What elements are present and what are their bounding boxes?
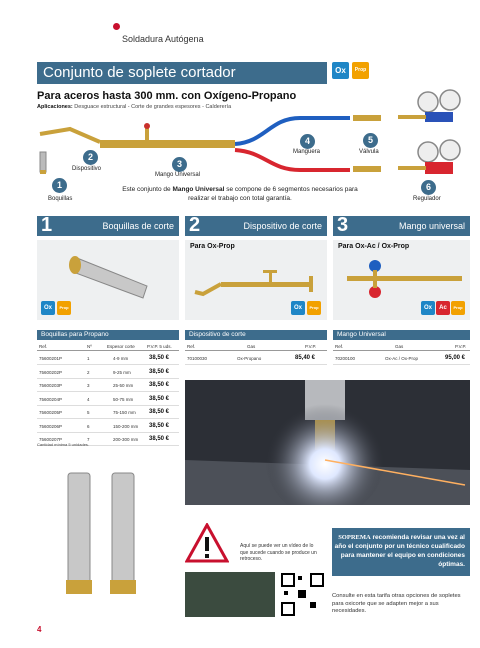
cell-ref: 75600202P [39,369,63,375]
cell-num: 6 [87,423,90,429]
box2-badge-ox: Ox [291,301,305,315]
callout-3: 3 [172,157,187,172]
cell-price: 38,50 € [149,409,170,415]
warning-icon [185,523,229,563]
table-dispositivo-header [185,342,327,351]
th-ref: Ref. [335,344,344,349]
description-pre: Este conjunto de [122,186,173,193]
table-footnote: Cantidad mínima 5 unidades. [37,442,90,447]
section-2-label: Dispositivo de corte [243,221,322,231]
th-gas: Gas [247,344,256,349]
cell-num: 4 [87,396,90,402]
cell-price: 38,50 € [149,368,170,375]
table-mango-title: Mango Universal [333,330,470,340]
gas-badge-ox: Ox [332,62,349,79]
cell-price: 38,50 € [149,422,170,429]
callout-4-label: Manguera [293,149,321,155]
consult-text: Consulte en esta tarifa otras opciones de sopletes para oxicorte que se adapten mejor a sus necesidades. [332,593,461,614]
cell-ref: 70200100 [335,356,356,361]
nozzles-large-image [60,465,150,605]
cell-price: 38,50 € [149,382,170,388]
box1-badge-prop: Prop [57,301,71,315]
table-row [37,420,179,433]
valve-bottom-icon [353,166,381,172]
cell-espesor: 4-9 mm [113,356,129,361]
propane-regulator-icon [398,140,460,174]
cell-ref: 75600206P [39,423,63,429]
page-title: Conjunto de soplete cortador [37,62,327,84]
universal-handle-image [337,254,467,304]
table-row [333,352,470,365]
table-row [37,406,179,419]
description-post: se compone de 6 segmentos necesarios para realizar el trabajo con total garantía. [188,186,358,202]
table-row [37,366,179,379]
brand-logo-dot [113,23,120,30]
cell-price: 38,50 € [149,436,170,442]
product-box-device [185,240,327,320]
table-row [37,352,179,365]
cell-price: 38,50 € [149,355,170,361]
nozzle-image [59,248,159,308]
cell-num: 3 [87,383,90,388]
applications-text: Desguace estructural - Corte de grandes espesores - Calderería [72,104,232,110]
oxygen-regulator-icon [398,90,460,122]
th-ref: Ref. [187,344,196,349]
box2-badge-prop: Prop [307,301,321,315]
callout-4: 4 [300,134,315,149]
cutting-device-image [191,254,321,304]
applications-label: Aplicaciones: [37,104,73,110]
callout-3-label: Mango Universal [155,172,201,178]
box3-badge-prop: Prop [451,301,465,315]
torch-handle [100,140,235,148]
assembly-description [120,185,360,203]
section-3-label: Mango universal [398,221,465,231]
advice-box [332,528,470,576]
cell-ref: 75600204P [39,396,63,402]
cell-gas: Ox-Propano [237,356,262,361]
cell-num: 1 [87,356,90,361]
cell-espesor: 75-150 mm [113,410,136,415]
th-pvp: P.V.P. 5 uds. [147,344,172,349]
cell-espesor: 50-75 mm [113,396,134,402]
cell-ref: 75600201P [39,356,63,361]
callout-1-label: Boquillas [48,196,73,202]
video-warning-text: Aquí se puede ver un vídeo de lo que sucede cuando se produce un retroceso. [240,543,317,562]
table-boquillas-header [37,342,179,351]
cell-num: 2 [87,369,90,375]
callout-5-label: Válvula [359,149,379,155]
cell-ref: 70100030 [187,356,208,361]
box3-badge-ac: Ac [436,301,450,315]
th-pvp: P.V.P. [455,344,467,349]
box1-badge-ox: Ox [41,301,55,315]
th-ref: Ref. [39,344,48,349]
box3-badge-ox: Ox [421,301,435,315]
cell-espesor: 25-50 mm [113,383,134,388]
section-1-label: Boquillas de corte [102,221,174,231]
section-header-2 [185,216,327,236]
advice-brand: SOPREMA [338,534,371,541]
page-number: 4 [37,625,42,634]
cell-price: 38,50 € [149,395,170,402]
table-row [37,379,179,392]
callout-1: 1 [52,178,67,193]
description-bold: Mango Universal [172,186,225,193]
video-thumbnail[interactable] [185,572,275,617]
nozzle-icon [40,152,46,172]
callout-6: 6 [421,180,436,195]
cell-price: 95,00 € [445,355,466,361]
cell-price: 85,40 € [295,355,316,361]
box3-title: Para Ox-Ac / Ox-Prop [338,243,410,250]
box2-title: Para Ox-Prop [190,243,235,250]
section-title: Soldadura Autógena [122,34,204,44]
page-subtitle: Para aceros hasta 300 mm. con Oxígeno-Propano [37,90,297,102]
table-mango-header [333,342,470,351]
callout-2: 2 [83,150,98,165]
qr-code[interactable] [280,572,325,617]
section-3-number: 3 [337,214,349,236]
advice-text: recomienda revisar una vez al año el conjunto por un técnico cualificado para mantener el equipo en condiciones óptimas. [334,534,465,568]
section-header-1 [37,216,179,236]
cell-espesor: 150-200 mm [113,423,139,429]
table-boquillas-title: Boquillas para Propano [37,330,179,340]
table-row [185,352,327,365]
cell-num: 7 [87,437,90,442]
oxygen-hose [235,118,350,144]
cell-espesor: 200-300 mm [113,437,139,442]
gas-badge-prop: Prop [352,62,369,79]
section-header-3 [333,216,470,236]
callout-2-label: Dispositivo [72,166,102,172]
cell-ref: 75600203P [39,383,63,388]
cell-gas: Ox-Ac / Ox-Prop [385,356,419,361]
table-dispositivo-title: Dispositivo de corte [185,330,327,340]
th-pvp: P.V.P. [305,344,317,349]
section-2-number: 2 [189,214,201,236]
th-gas: Gas [395,344,404,349]
cell-espesor: 9-25 mm [113,369,131,375]
cell-num: 5 [87,410,90,415]
section-1-number: 1 [41,214,53,236]
callout-5: 5 [363,133,378,148]
cutting-photo [185,380,470,505]
th-espesor: Espesor corte [107,344,135,349]
cell-ref: 75600205P [39,410,63,415]
table-row [37,393,179,406]
valve-top-icon [353,115,381,121]
th-num: Nº [87,344,92,349]
product-box-handle [333,240,470,320]
callout-6-label: Regulador [413,196,441,202]
product-box-nozzle [37,240,179,320]
cell-ref: 75600207P [39,437,63,442]
